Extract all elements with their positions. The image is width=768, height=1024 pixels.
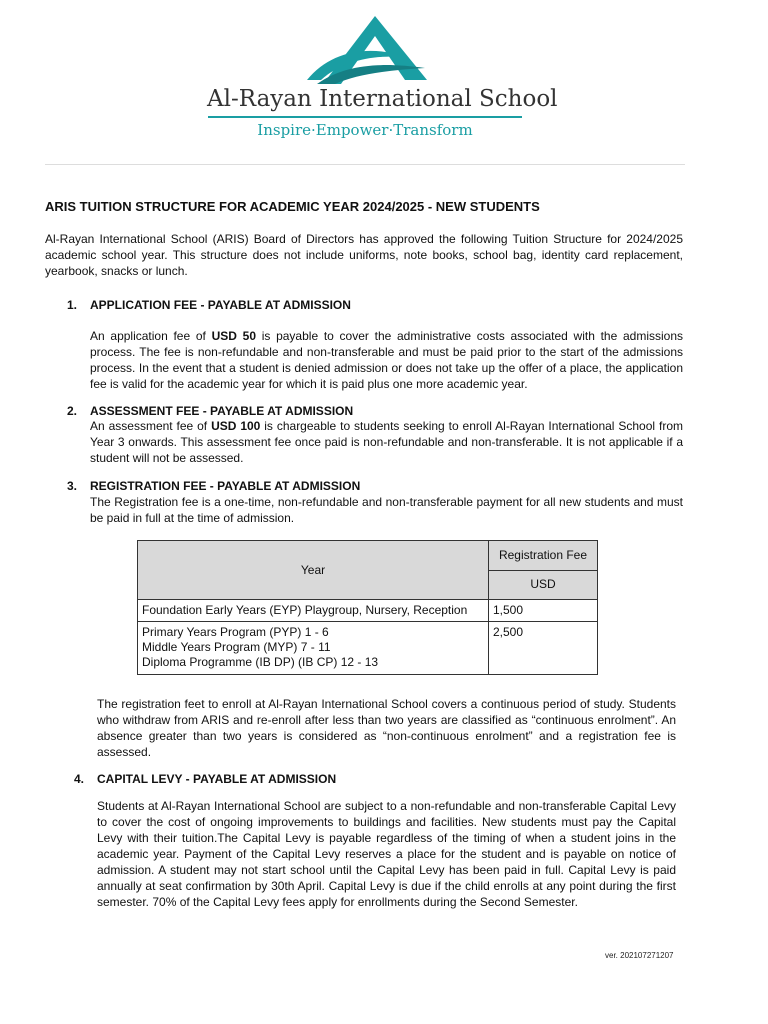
section-4-text: Students at Al-Rayan International School are subject to a non-refundable and non-transferable Capital Levy to cover the cost of ongoing improvements to buildings and facilities. New students must pay the Capital Levy with their tuition.The Capital Levy is payable regardless of the timing of when a student joins in the academic year. Payment of the Capital Levy reserves a place for the student and is payable on notice of admission. A student may not start school until the Capital Levy has been paid in full. Capital Levy is paid annually at seat confirmation by 30th April. Capital Levy is due if the child enrolls at any point during the first semester. 70% of the Capital Levy fees apply for enrollments during the Second Semester. [97,799,676,909]
section-4-number: 4. [74,772,85,786]
application-fee-amount: USD 50 [211,329,256,343]
section-1-number: 1. [67,298,78,312]
year-column-header: Year [138,541,489,600]
section-2-number: 2. [67,404,78,418]
section-2-text-before: An assessment fee of [90,419,212,433]
school-tagline: Inspire·Empower·Transform [257,121,473,139]
table-cell-fee: 1,500 [489,600,598,622]
table-cell-fee: 2,500 [489,622,598,675]
section-2-heading: ASSESSMENT FEE - PAYABLE AT ADMISSION [90,404,354,418]
intro-paragraph: Al-Rayan International School (ARIS) Board of Directors has approved the following Tuition Structure for 2024/2025 academic school year. This structure does not include uniforms, note books, school bag, identity card replacement, yearbook, snacks or lunch. [45,232,683,278]
table-header-row [138,541,598,571]
section-3-heading: REGISTRATION FEE - PAYABLE AT ADMISSION [90,479,361,493]
header-divider [45,164,685,165]
fee-column-header: Registration Fee [489,541,598,571]
program-line: Primary Years Program (PYP) 1 - 6 [142,625,329,639]
table-cell-year [138,622,489,675]
school-name: Al-Rayan International School [207,86,558,112]
program-line: Diploma Programme (IB DP) (IB CP) 12 - 13 [142,655,379,669]
document-title: ARIS TUITION STRUCTURE FOR ACADEMIC YEAR 2024/2025 - NEW STUDENTS [45,199,540,214]
section-2-text [90,418,683,466]
table-row [138,600,598,622]
registration-fee-table [137,540,598,675]
section-1-text-before: An application fee of [90,329,212,343]
section-3-number: 3. [67,479,78,493]
section-3-text: The Registration fee is a one-time, non-refundable and non-transferable payment for all new students and must be paid in full at the time of admission. [90,495,683,525]
school-logo [0,0,768,150]
registration-note: The registration feet to enroll at Al-Rayan International School covers a continuous period of study. Students who withdraw from ARIS and re-enroll after less than two years are classified as “continuous enrolment”. An absence greater than two years is considered as “non-continuous enrolment” and a registration fee is assessed. [97,697,676,759]
school-emblem-icon [301,14,433,86]
section-1-text-after: is payable to cover the administrative costs associated with the admissions process. The fee is non-refundable and non-transferable and must be paid prior to the start of the admissions process. In the event that a student is denied admission or does not take up the offer of a place, the application fee is valid for the academic year for which it is paid plus one more academic year. [90,329,684,391]
table-row [138,622,598,675]
section-4-heading: CAPITAL LEVY - PAYABLE AT ADMISSION [97,772,337,786]
currency-header: USD [489,570,598,600]
section-1-text [90,328,683,392]
section-2-text-after: is chargeable to students seeking to enroll Al-Rayan International School from Year 3 onwards. This assessment fee once paid is non-refundable and non-transferable. It is not applicable if a student will not be assessed. [90,419,683,465]
program-line: Middle Years Program (MYP) 7 - 11 [142,640,331,654]
version-label: ver. 202107271207 [605,951,674,960]
assessment-fee-amount: USD 100 [211,419,261,433]
table-cell-year: Foundation Early Years (EYP) Playgroup, Nursery, Reception [138,600,489,622]
logo-rule [208,116,522,118]
section-1-heading: APPLICATION FEE - PAYABLE AT ADMISSION [90,298,351,312]
